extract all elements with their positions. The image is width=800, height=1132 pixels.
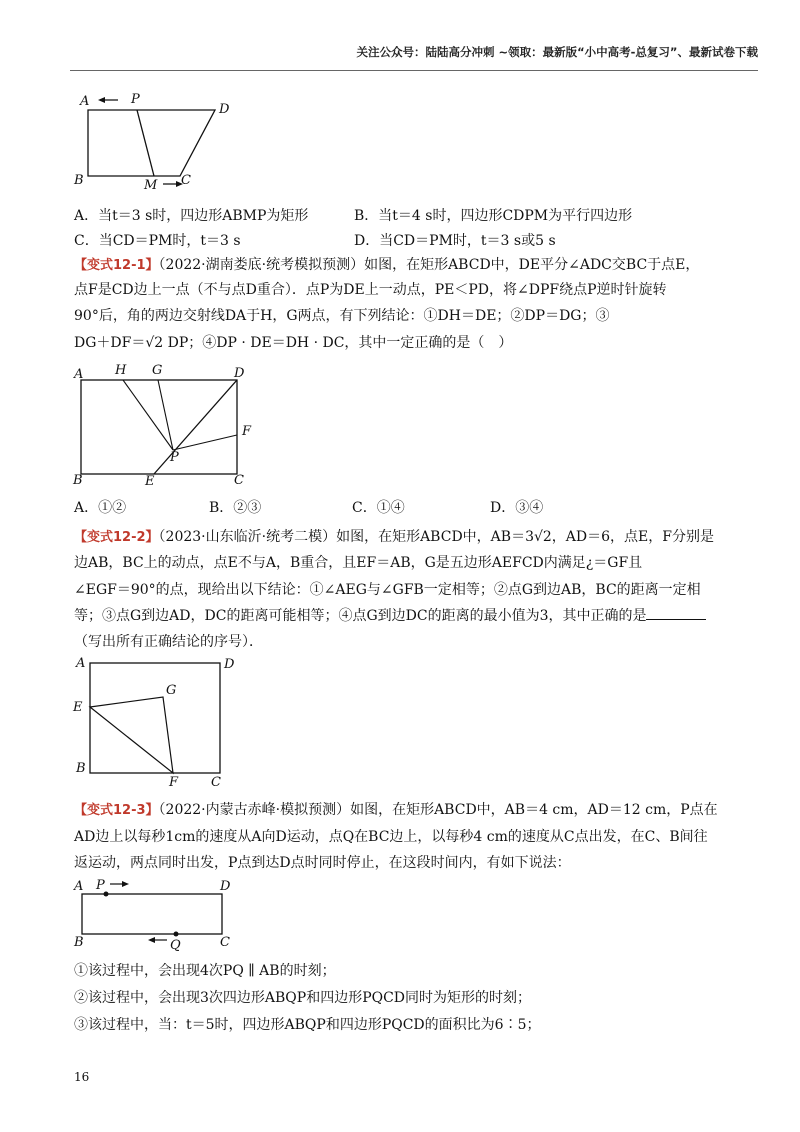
fig1-label-m: M [144,178,158,193]
page-number: 16 [74,1070,90,1084]
fig1-label-b: B [74,173,84,188]
q2-line-1 [74,528,714,547]
fig2-label-a: A [74,367,84,382]
prev-options [74,205,754,253]
q3-text-1: （2022·内蒙古赤峰·模拟预测）如图，在矩形ABCD中，AB＝4 cm，AD＝12 cm，P点在 [158,802,718,818]
q3-statement-2: ②该过程中，会出现3次四边形ABQP和四边形PQCD同时为矩形的时刻； [74,990,532,1006]
q1-option-b: B．②③ [209,500,262,516]
q2-text-1: （2023·山东临沂·统考二模）如图，在矩形ABCD中，AB＝3√2，AD＝6，点E，F分别是 [158,529,714,545]
q1-line-1 [74,256,699,275]
fig2-label-c: C [234,473,244,488]
q2-line-5: （写出所有正确结论的序号）． [74,634,263,650]
fig2-label-b: B [73,473,83,488]
fig4-label-b: B [74,935,84,950]
figure-1 [70,88,250,193]
q2-line-2: 边AB，BC上的动点，点E不与A，B重合，且EF＝AB，G是五边形AEFCD内满足¿＝GF且 [74,555,643,571]
fig1-label-a: A [80,94,90,109]
fig2-label-p: P [170,450,179,465]
q1-line-2: 点F是CD边上一点（不与点D重合）．点P为DE上一动点，PE＜PD，将∠DPF绕点P逆时针旋转 [74,282,667,298]
q2-line-3: ∠EGF＝90°的点，现给出以下结论：①∠AEG与∠GFB一定相等；②点G到边AB，BC的距离一定相 [74,582,701,598]
q3-statement-1: ①该过程中，会出现4次PQ ∥ AB的时刻； [74,963,336,979]
q1-option-c: C．①④ [352,500,405,516]
fig4-label-q: Q [170,938,181,952]
fig3-label-a: A [76,656,86,671]
fig2-label-e: E [145,474,155,489]
prev-option-a: A．当t＝3 s时，四边形ABMP为矩形 [74,208,309,224]
answer-blank [646,607,706,620]
fig4-label-p: P [96,878,105,893]
fig4-label-d: D [220,879,231,894]
q3-line-2: AD边上以每秒1cm的速度从A向D运动，点Q在BC边上，以每秒4 cm的速度从C点出发，在C、B间往 [74,829,708,845]
figure-3 [70,655,250,790]
q1-tag: 【变式12-1】 [74,258,159,273]
fig3-label-c: C [211,775,221,790]
q1-option-a: A．①② [74,500,127,516]
q1-line-4: DG＋DF＝√2 DP；④DP · DE＝DH · DC，其中一定正确的是（ ） [74,335,513,351]
fig2-label-g: G [152,363,163,378]
fig1-label-c: C [181,173,191,188]
q3-statement-3: ③该过程中，当：t＝5时，四边形ABQP和四边形PQCD的面积比为6∶5； [74,1017,541,1033]
fig1-label-p: P [131,92,140,107]
q2-line-4 [74,607,706,625]
q1-options [74,497,754,517]
q2-text-4: 等；③点G到边AD，DC的距离可能相等；④点G到边DC的距离的最小值为3，其中正确的是 [74,608,647,624]
q3-line-3: 返运动，两点同时出发，P点到达D点时同时停止，在这段时间内，有如下说法： [74,855,571,871]
prev-option-b: B．当t＝4 s时，四边形CDPM为平行四边形 [354,208,633,224]
q3-line-1 [74,801,718,820]
q2-tag: 【变式12-2】 [74,530,159,545]
fig2-label-h: H [115,363,127,378]
prev-option-d: D．当CD＝PM时，t＝3 s或5 s [354,233,556,249]
fig3-label-g: G [166,683,177,698]
fig2-label-f: F [242,424,252,439]
q1-text-1: （2022·湖南娄底·统考模拟预测）如图，在矩形ABCD中，DE平分∠ADC交BC于点E， [158,257,700,273]
fig3-label-b: B [76,761,86,776]
fig1-label-d: D [219,102,230,117]
header-divider [70,70,758,71]
fig3-label-d: D [224,657,235,672]
fig4-label-c: C [220,935,230,950]
fig4-label-a: A [74,879,84,894]
figure-2 [70,360,270,490]
q1-line-3: 90°后，角的两边交射线DA于H，G两点，有下列结论：①DH＝DE；②DP＝DG；③ [74,308,610,324]
figure-4 [70,872,250,952]
q1-option-d: D．③④ [490,500,544,516]
q3-tag: 【变式12-3】 [74,803,159,818]
prev-option-c: C．当CD＝PM时，t＝3 s [74,233,241,249]
fig3-label-e: E [73,700,83,715]
page-header: 关注公众号：陆陆高分冲刺 ~领取：最新版“小中高考-总复习”、最新试卷下载 [356,45,758,59]
fig3-label-f: F [169,775,179,790]
fig2-label-d: D [234,366,245,381]
